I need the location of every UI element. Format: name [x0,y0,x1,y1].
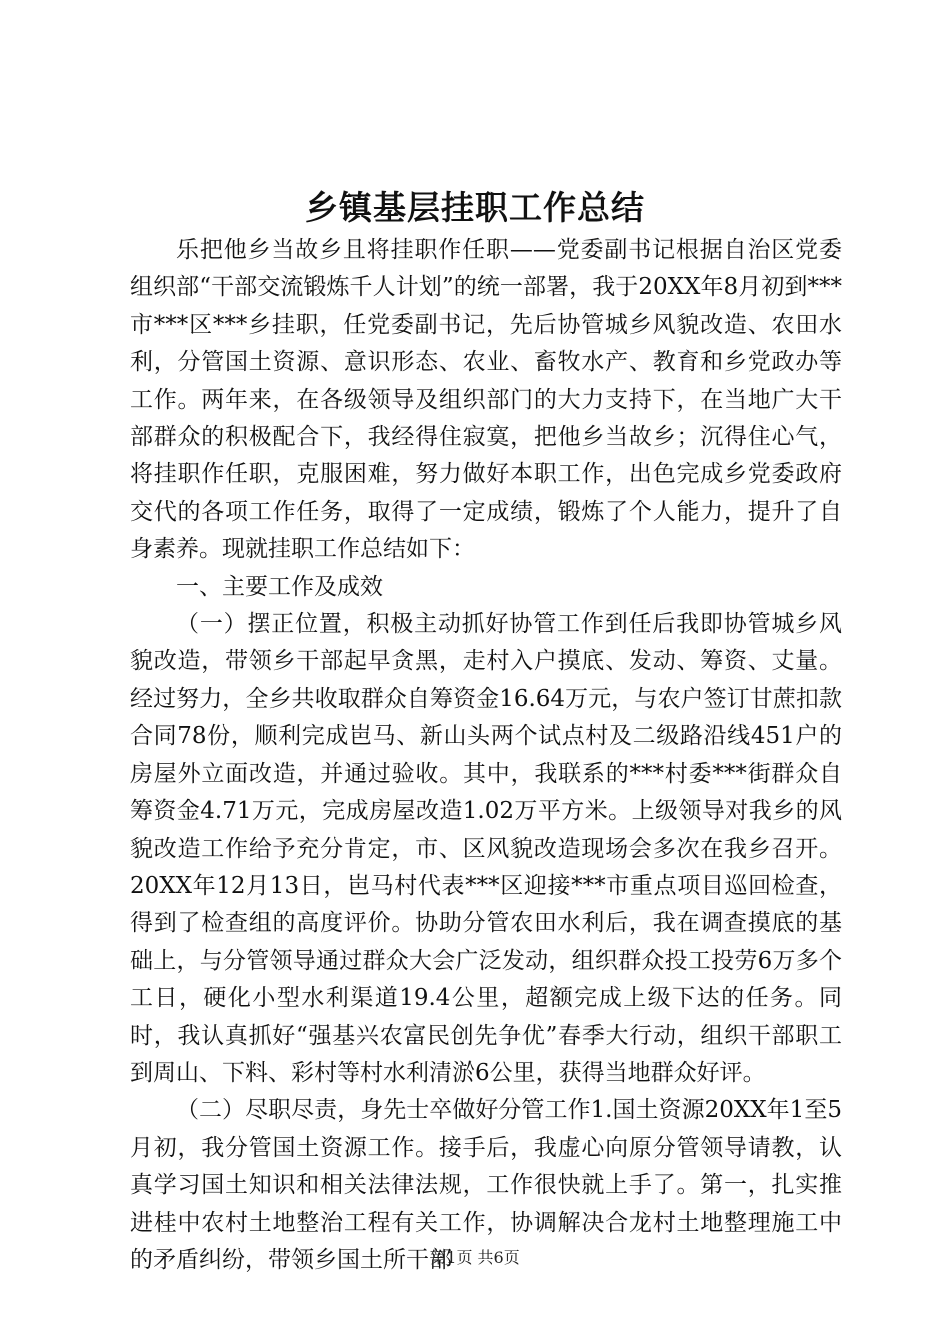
paragraph-intro: 乐把他乡当故乡且将挂职作任职——党委副书记根据自治区党委组织部“干部交流锻炼千人计划”的统一部署，我于20XX年8月初到***市***区***乡挂职，任党委副书记，先后协管城乡风貌改造、农田水利，分管国土资源、意识形态、农业、畜牧水产、教育和乡党政办等工作。两年来，在各级领导及组织部门的大力支持下，在当地广大干部群众的积极配合下，我经得住寂寞，把他乡当故乡；沉得住心气，将挂职作任职，克服困难，努力做好本职工作，出色完成乡党委政府交代的各项工作任务，取得了一定成绩，锻炼了个人能力，提升了自身素养。现就挂职工作总结如下： [130,237,842,563]
paragraph-section-2: （二）尽职尽责，身先士卒做好分管工作1.国土资源20XX年1至5月初，我分管国土资源工作。接手后，我虚心向原分管领导请教，认真学习国土知识和相关法律法规，工作很快就上手了。第一，扎实推进桂中农村土地整治工程有关工作，协调解决合龙村土地整理施工中的矛盾纠纷，带领乡国土所干部 [130,1097,842,1273]
section-heading: 一、主要工作及成效 [176,573,383,600]
document-title: 乡镇基层挂职工作总结 [305,188,645,227]
document-body [130,232,842,1279]
paragraph-section-1: （一）摆正位置，积极主动抓好协管工作到任后我即协管城乡风貌改造，带领乡干部起早贪黑，走村入户摸底、发动、筹资、丈量。经过努力，全乡共收取群众自筹资金16.64万元，与农户签订甘蔗扣款合同78份，顺利完成岜马、新山头两个试点村及二级路沿线451户的房屋外立面改造，并通过验收。其中，我联系的***村委***街群众自筹资金4.71万元，完成房屋改造1.02万平方米。上级领导对我乡的风貌改造工作给予充分肯定，市、区风貌改造现场会多次在我乡召开。20XX年12月13日，岜马村代表***区迎接***市重点项目巡回检查，得到了检查组的高度评价。协助分管农田水利后，我在调查摸底的基础上，与分管领导通过群众大会广泛发动，组织群众投工投劳6万多个工日，硬化小型水利渠道19.4公里，超额完成上级下达的任务。同时，我认真抓好“强基兴农富民创先争优”春季大行动，组织干部职工到周山、下料、彩村等村水利清淤6公里，获得当地群众好评。 [130,611,842,1086]
page-footer: 第1页 共6页 [430,1248,520,1267]
